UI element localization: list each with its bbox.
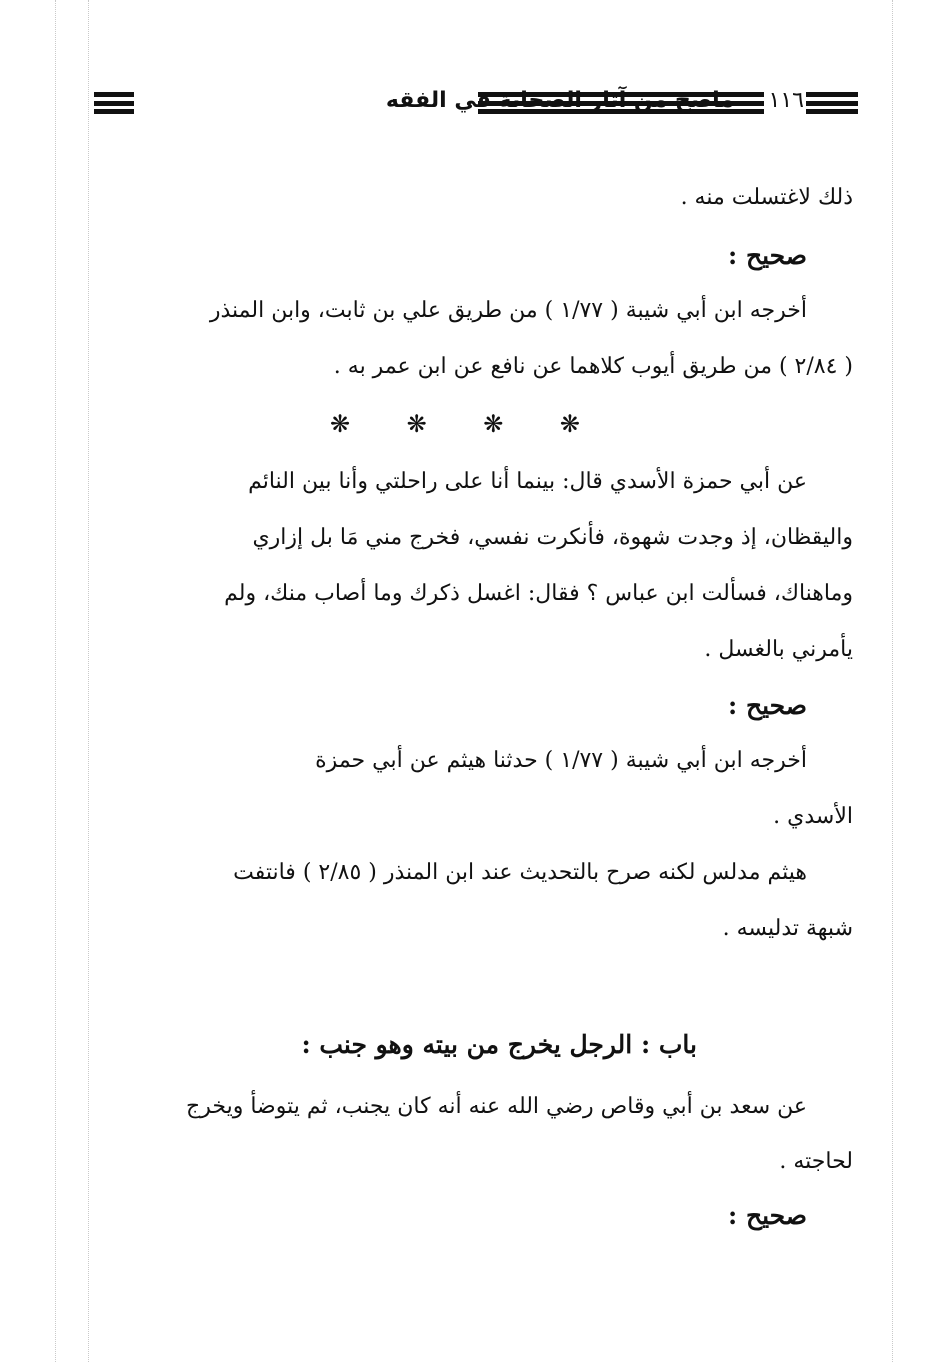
- chapter-heading: باب : الرجل يخرج من بيته وهو جنب :: [301, 1030, 697, 1059]
- text-line: أخرجه ابن أبي شيبة ( ١/٧٧ ) حدثنا هيثم عن أبي حمزة: [315, 748, 807, 773]
- text-line: شبهة تدليسه .: [722, 916, 853, 941]
- scan-guide-line: [55, 0, 56, 1362]
- star-ornament-icon: ❋: [406, 410, 427, 438]
- text-line: هيثم مدلس لكنه صرح بالتحديث عند ابن المنذر ( ٢/٨٥ ) فانتفت: [233, 860, 807, 885]
- star-ornament-icon: ❋: [483, 410, 504, 438]
- page-number: ١١٦: [768, 88, 804, 113]
- star-ornament-icon: ❋: [559, 410, 580, 438]
- verdict-heading: صحيح :: [728, 691, 807, 720]
- star-ornament-icon: ❋: [330, 410, 351, 438]
- verdict-heading: صحيح :: [728, 1201, 807, 1230]
- scan-guide-line: [892, 0, 893, 1362]
- text-line: لحاجته .: [779, 1149, 853, 1174]
- text-line: الأسدي .: [773, 804, 853, 829]
- text-line: يأمرني بالغسل .: [704, 637, 853, 662]
- text-line: أخرجه ابن أبي شيبة ( ١/٧٧ ) من طريق علي بن ثابت، وابن المنذر: [209, 298, 807, 323]
- text-line: واليقظان، إذ وجدت شهوة، فأنكرت نفسي، فخرج مني مَا بل إزاري: [252, 525, 853, 550]
- scan-guide-line: [88, 0, 89, 1362]
- verdict-heading: صحيح :: [728, 241, 807, 270]
- text-line: وماهناك، فسألت ابن عباس ؟ فقال: اغسل ذكرك وما أصاب منك، ولم: [224, 581, 853, 606]
- text-line: ( ٢/٨٤ ) من طريق أيوب كلاهما عن نافع عن ابن عمر به .: [333, 354, 853, 379]
- text-line: عن أبي حمزة الأسدي قال: بينما أنا على راحلتي وأنا بين النائم: [248, 469, 807, 494]
- section-separator: [330, 410, 580, 438]
- header-rule-left: [94, 92, 134, 114]
- running-title: ماصح من آثار الصحابة في الفقه: [385, 88, 734, 113]
- text-line: عن سعد بن أبي وقاص رضي الله عنه أنه كان يجنب، ثم يتوضأ ويخرج: [186, 1094, 807, 1119]
- text-line: ذلك لاغتسلت منه .: [680, 185, 853, 210]
- running-header: [94, 86, 862, 126]
- header-rule-right: [806, 92, 858, 114]
